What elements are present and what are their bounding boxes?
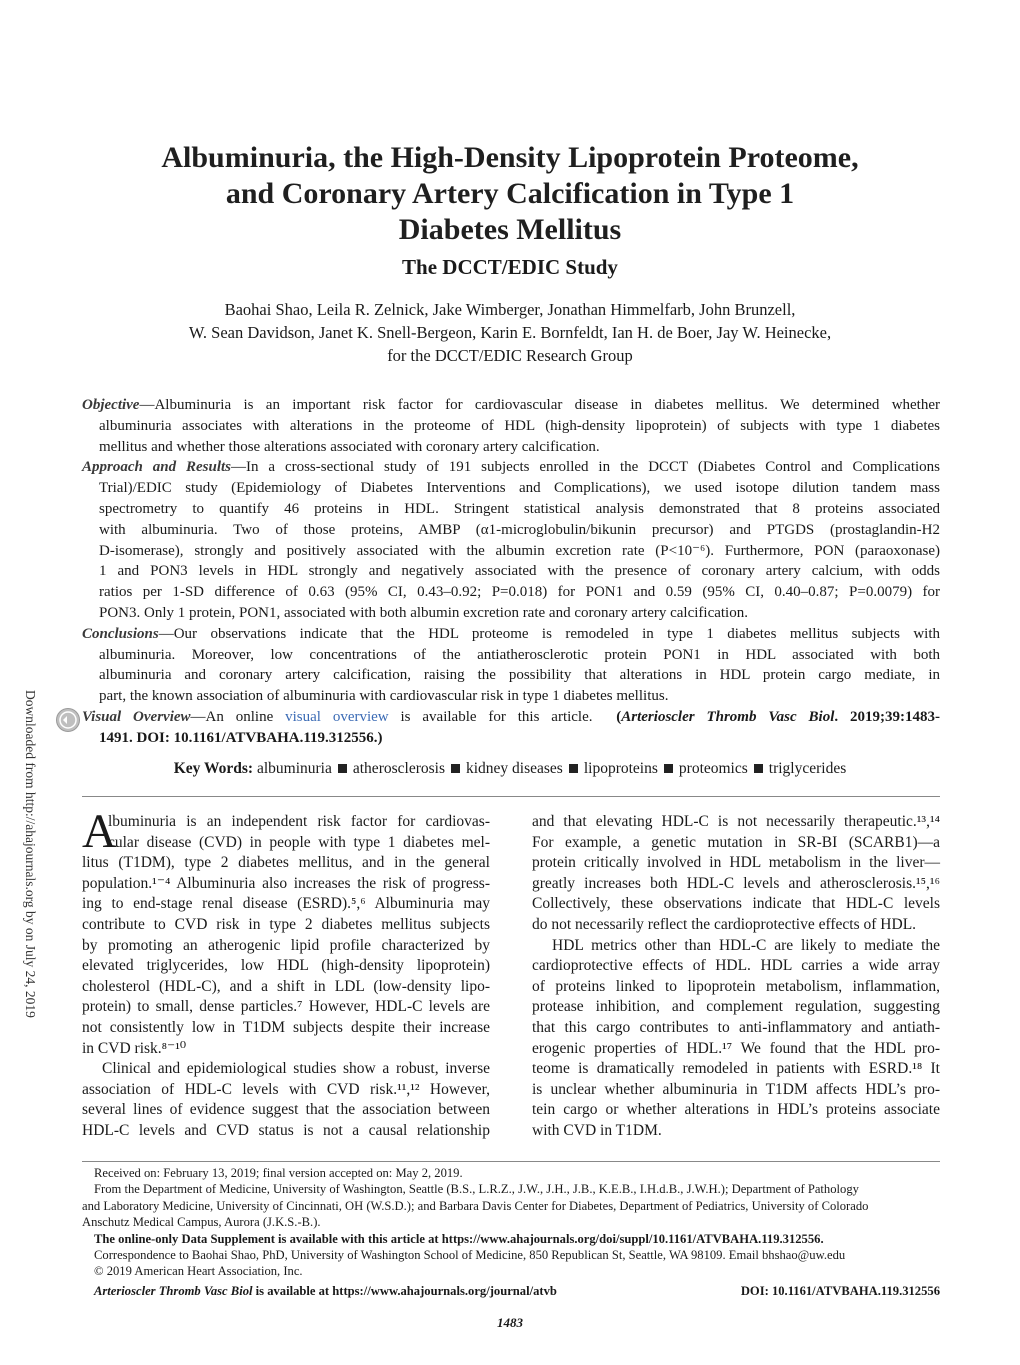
- download-stamp: Downloaded from http://ahajournals.org by on July 24, 2019: [23, 690, 38, 1018]
- footer-doi: DOI: 10.1161/ATVBAHA.119.312556: [740, 1284, 940, 1298]
- journal-footer: [82, 1284, 940, 1299]
- body-line: For example, a genetic mutation in SR-BI (SCARB1)—a: [532, 833, 940, 851]
- abstract-line: Visual Overview—An online visual overview is available for this article. (Arterioscler Thromb Vasc Biol. 2019;39:1483-: [82, 708, 941, 725]
- body-line: by promoting an atherogenic lipid profile characterized by: [82, 936, 490, 954]
- abstract-line: Objective—Albuminuria is an important risk factor for cardiovascular disease in diabetes mellitus. We determined whether: [82, 397, 940, 413]
- keyword: proteomics: [678, 760, 748, 777]
- body-line: greatly increases both HDL-C levels and atherosclerosis.¹⁵,¹⁶: [532, 874, 940, 892]
- keyword: albuminuria: [256, 760, 332, 777]
- square-bullet-icon: [569, 764, 578, 773]
- abstract-line: spectrometry to quantify 46 proteins in HDL. Stringent statistical analysis demonstrated that 8 proteins associated: [99, 500, 940, 517]
- author-line: for the DCCT/EDIC Research Group: [387, 346, 633, 365]
- author-line: W. Sean Davidson, Janet K. Snell-Bergeon, Karin E. Bornfeldt, Ian H. de Boer, Jay W. Heinecke,: [188, 323, 832, 342]
- body-line: protease inhibition, and complement regulation, suggesting: [532, 998, 940, 1016]
- visual-overview-link[interactable]: visual overview: [285, 708, 389, 725]
- received-note: Received on: February 13, 2019; final version accepted on: May 2, 2019.: [94, 1166, 463, 1180]
- body-line: contribute to CVD risk in type 2 diabetes mellitus subjects: [82, 915, 490, 933]
- body-line: not consistently low in T1DM subjects despite their increase: [82, 1018, 490, 1036]
- author-line: Baohai Shao, Leila R. Zelnick, Jake Wimberger, Jonathan Himmelfarb, John Brunzell,: [224, 300, 796, 319]
- body-line: association of HDL-C levels with CVD risk.¹¹,¹² However,: [82, 1080, 490, 1098]
- body-column-left: [82, 805, 490, 1142]
- footer-journal: Arterioscler Thromb Vasc Biol: [94, 1284, 253, 1298]
- abstract-line: albuminuria and coronary artery calcification, raising the possibility that alterations in HDL protein cargo mediate, in: [99, 667, 940, 684]
- citation-line: 1491. DOI: 10.1161/ATVBAHA.119.312556.): [99, 729, 383, 746]
- abstract-line: PON3. Only 1 protein, PON1, associated with both albumin excretion rate and coronary artery calcification.: [99, 604, 748, 621]
- approach-label: Approach and Results: [82, 459, 231, 476]
- keyword: lipoproteins: [583, 760, 658, 777]
- body-line: teome is dramatically remodeled in patients with ESRD.¹⁸ It: [532, 1060, 940, 1078]
- body-line: do not necessarily reflect the cardioprotective effects of HDL.: [532, 915, 917, 933]
- footnotes: [82, 1165, 940, 1280]
- abstract-line: with albuminuria. Two of those proteins, AMBP (α1-microglobulin/bikunin precursor) and PTGDS (prostaglandin-H2: [99, 521, 940, 538]
- body-line: cular disease (CVD) in people with type 1 diabetes mel-: [108, 833, 490, 851]
- body-line: with CVD in T1DM.: [532, 1121, 662, 1139]
- body-line: cardioprotective effects of HDL. HDL carries a wide array: [532, 957, 940, 975]
- body-line: HDL-C levels and CVD status is not a causal relationship: [82, 1121, 490, 1139]
- body-line: tein cargo or whether alterations in HDL’s proteins associate: [532, 1101, 940, 1119]
- body-line: protein critically involved in HDL metabolism in the liver—: [532, 854, 940, 872]
- body-line: protein) to small, dense particles.⁷ However, HDL-C levels are: [82, 998, 490, 1016]
- first-paragraph: [82, 805, 490, 1059]
- title-line: and Coronary Artery Calcification in Type 1: [225, 177, 795, 210]
- body-line: in CVD risk.⁸⁻¹⁰: [82, 1039, 187, 1057]
- keyword: kidney diseases: [465, 760, 563, 777]
- drop-cap: A: [82, 805, 117, 858]
- abstract-line: albuminuria. Moreover, low concentrations of the antiatherosclerotic protein PON1 in HDL associated with both: [99, 646, 940, 663]
- keywords: [0, 760, 1020, 778]
- body-line: several lines of evidence suggest that the association between: [82, 1101, 490, 1119]
- supplement-note: The online-only Data Supplement is available with this article at https://www.ahajournals.org/doi/suppl/10.1161/ATVBAHA.119.312556.: [94, 1231, 824, 1246]
- visual-overview-badge-icon[interactable]: [56, 708, 80, 732]
- body-line: Clinical and epidemiological studies show a robust, inverse: [102, 1060, 490, 1078]
- body-line: that this cargo contributes to anti-inflammatory and antiath-: [532, 1018, 940, 1036]
- body-line: and that elevating HDL-C is not necessarily therapeutic.¹³,¹⁴: [532, 813, 940, 830]
- affiliation-note: and Laboratory Medicine, University of Cincinnati, OH (W.S.D.); and Barbara Davis Center for Diabetes, Department of Pediatrics, University of Colorado: [82, 1198, 869, 1213]
- square-bullet-icon: [338, 764, 347, 773]
- body-line: population.¹⁻⁴ Albuminuria also increases the risk of progress-: [82, 874, 490, 892]
- divider: [82, 796, 940, 797]
- article-subtitle: The DCCT/EDIC Study: [402, 255, 618, 279]
- affiliation-note: From the Department of Medicine, University of Washington, Seattle (B.S., L.R.Z., J.W., J.H., J.B., K.E.B., I.H.d.B., J.W.H.); Department of Pathology: [94, 1182, 859, 1197]
- title-line: Diabetes Mellitus: [398, 213, 622, 246]
- correspondence-note: Correspondence to Baohai Shao, PhD, University of Washington School of Medicine, 850 Republican St, Seattle, WA 98109. Email bhshao@uw.edu: [94, 1248, 846, 1263]
- footer-available: is available at https://www.ahajournals.org/journal/atvb: [252, 1284, 557, 1298]
- visual-overview-label: Visual Overview: [82, 708, 191, 725]
- divider: [82, 1161, 940, 1162]
- body-line: elevated triglycerides, low HDL (high-density lipoprotein): [82, 957, 490, 975]
- abstract-line: ratios per 1-SD difference of 0.63 (95% CI, 0.43–0.92; P=0.018) for PON1 and 0.59 (95% CI, 0.40–0.87; P=0.0079) for: [99, 584, 940, 601]
- abstract-line: part, the known association of albuminuria with cardiovascular risk in type 1 diabetes mellitus.: [99, 688, 669, 705]
- body-line: HDL metrics other than HDL-C are likely to mediate the: [552, 936, 940, 954]
- square-bullet-icon: [451, 764, 460, 773]
- abstract-line: mellitus and whether those alterations associated with coronary artery calcification.: [99, 438, 600, 455]
- copyright-note: © 2019 American Heart Association, Inc.: [94, 1264, 303, 1279]
- keyword: atherosclerosis: [352, 760, 445, 777]
- body-line: lbuminuria is an independent risk factor for cardiovas-: [108, 813, 490, 830]
- article-title: [90, 140, 930, 248]
- abstract-line: D-isomerase), strongly and positively associated with the albumin excretion rate (P<10⁻⁶). Furthermore, PON (paraoxonase): [99, 542, 940, 559]
- abstract-line: albuminuria associates with alterations in the proteome of HDL (high-density lipoprotein) of subjects with type 1 diabetes: [99, 417, 940, 434]
- body-line: Collectively, these observations indicate that HDL-C levels: [532, 895, 940, 913]
- body-line: is unclear whether albuminuria in T1DM affects HDL’s pro-: [532, 1080, 940, 1098]
- square-bullet-icon: [664, 764, 673, 773]
- abstract: [82, 395, 940, 749]
- author-list: [60, 298, 960, 367]
- square-bullet-icon: [754, 764, 763, 773]
- keyword: triglycerides: [768, 760, 847, 777]
- conclusions-label: Conclusions: [82, 625, 159, 642]
- body-line: litus (T1DM), type 2 diabetes mellitus, and in the general: [82, 854, 490, 872]
- body-column-right: [532, 812, 940, 1142]
- title-line: Albuminuria, the High-Density Lipoprotein Proteome,: [161, 141, 859, 174]
- abstract-line: Trial)/EDIC study (Epidemiology of Diabetes Interventions and Complications), we used isotope dilution tandem mass: [99, 480, 940, 497]
- citation-journal: Arterioscler Thromb Vasc Biol: [621, 708, 835, 725]
- abstract-line: Approach and Results—In a cross-sectional study of 191 subjects enrolled in the DCCT (Diabetes Control and Complications: [82, 459, 940, 476]
- keywords-label: Key Words:: [173, 760, 254, 777]
- body-line: cholesterol (HDL-C), and a shift in LDL (low-density lipo-: [82, 977, 490, 995]
- affiliation-note: Anschutz Medical Campus, Aurora (J.K.S.-B.).: [82, 1215, 321, 1230]
- body-line: of proteins linked to lipoprotein metabolism, inflammation,: [532, 977, 940, 995]
- body-line: ing to end-stage renal disease (ESRD).⁵,⁶ Albuminuria may: [82, 895, 490, 913]
- body-line: erogenic properties of HDL.¹⁷ We found that the HDL pro-: [532, 1039, 940, 1057]
- page-number: 1483: [497, 1315, 523, 1330]
- abstract-line: 1 and PON3 levels in HDL strongly and negatively associated with the presence of coronary artery calcium, with odds: [99, 563, 940, 580]
- abstract-line: Conclusions—Our observations indicate that the HDL proteome is remodeled in type 1 diabetes mellitus subjects with: [82, 625, 940, 642]
- objective-label: Objective: [82, 397, 140, 413]
